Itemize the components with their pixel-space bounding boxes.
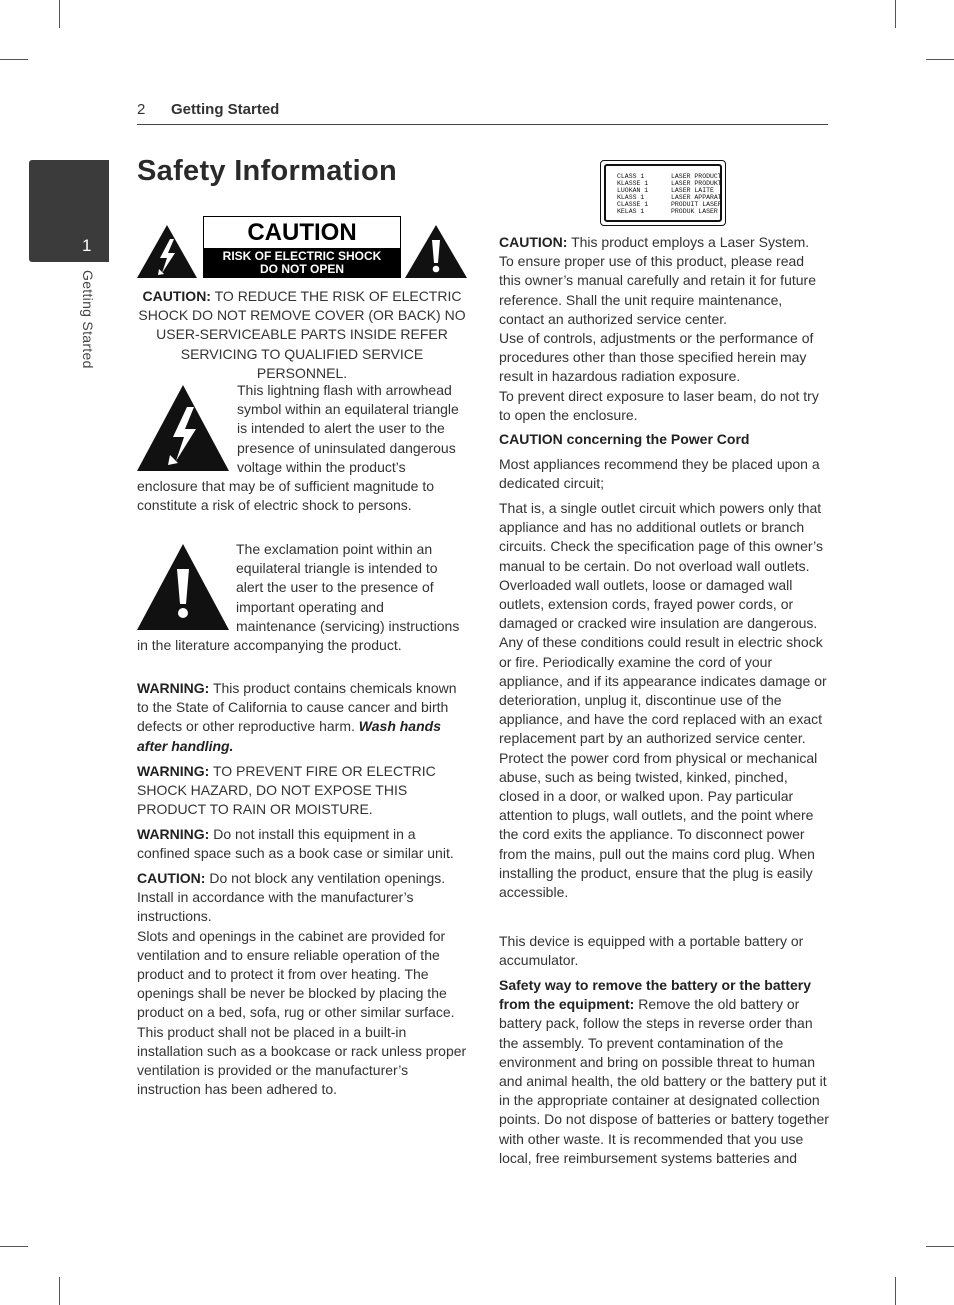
warning-fire <box>137 762 467 820</box>
caution-label-band <box>204 248 400 277</box>
laser-paragraph: To ensure proper use of this product, please read this owner’s manual carefully and retain it for future reference. Shall the unit require maintenance, contact an authorized service center. <box>499 253 816 327</box>
caution-label-line: DO NOT OPEN <box>259 262 344 276</box>
crop-mark <box>0 59 28 60</box>
chapter-number: 1 <box>82 236 92 255</box>
warning-confined-text: Do not install this equipment in a confined space such as a book case or similar unit. <box>137 826 454 862</box>
lightning-triangle-icon <box>137 385 229 471</box>
crop-mark <box>926 59 954 60</box>
laser-label-row: KELAS 1 PRODUK LASER <box>617 208 718 215</box>
crop-mark <box>59 0 60 28</box>
laser-label-row: CLASSE 1 PRODUIT LASER <box>617 201 722 208</box>
caution-label <box>203 216 401 278</box>
exclamation-triangle-icon <box>137 544 229 630</box>
caution-word: CAUTION <box>247 219 357 246</box>
wash-hands-emphasis: Wash hands after handling. <box>137 718 441 754</box>
warning-chemicals <box>137 679 467 756</box>
warning-label: WARNING: <box>137 826 210 842</box>
warning-fire-text: TO PREVENT FIRE OR ELECTRIC SHOCK HAZARD, DO NOT EXPOSE THIS PRODUCT TO RAIN OR MOISTURE. <box>137 763 436 818</box>
crop-mark <box>895 0 896 28</box>
laser-label-row: LUOKAN 1 LASER LAITE <box>617 187 714 194</box>
power-cord-para-2: That is, a single outlet circuit which powers only that appliance and has no additional outlets or branch circuits. Check the specification page of this owner’s manual to be certain. Do not overload wall outlets. Overloaded wall outlets, loose or damaged wall outlets, extension cords, frayed power cords, or damaged or cracked wire insulation are dangerous. Any of these conditions could result in electric shock or fire. Periodically examine the cord of your appliance, and if its appearance indicates damage or deterioration, unplug it, discontinue use of the appliance, and have the cord replaced with an exact replacement part by an authorized service center. Protect the power cord from physical or mechanical abuse, such as being twisted, kinked, pinched, closed in a door, or walked upon. Pay particular attention to plugs, wall outlets, and the point where the cord exits the appliance. To disconnect power from the mains, pull out the mains cord plug. When installing the product, ensure that the plug is easily accessible. <box>499 500 827 901</box>
caution-ventilation-text: Do not block any ventilation openings. Install in accordance with the manufacturer’s instructions. <box>137 870 446 925</box>
battery-intro: This device is equipped with a portable battery or accumulator. <box>499 933 804 969</box>
page-number: 2 <box>137 101 146 118</box>
exclamation-text: The exclamation point within an equilateral triangle is intended to alert the user to the presence of important operating and maintenance (servicing) instructions in the literature accompanying the product. <box>137 541 460 654</box>
lightning-explanation <box>137 381 467 515</box>
page-title: Safety Information <box>137 155 397 187</box>
battery-removal <box>499 976 829 1168</box>
crop-mark <box>0 1246 28 1247</box>
caution-shock-text: TO REDUCE THE RISK OF ELECTRIC SHOCK DO NOT REMOVE COVER (OR BACK) NO USER-SERVICEABLE PARTS INSIDE REFER SERVICING TO QUALIFIED SERVICE PERSONNEL. <box>138 288 466 381</box>
crop-mark <box>926 1246 954 1247</box>
battery-removal-text: Remove the old battery or battery pack, follow the steps in reverse order than the assembly. To prevent contamination of the environment and bring on possible threat to human and animal health, the old battery or the battery put it in the appropriate container at designated collection points. Do not dispose of batteries or battery together with other waste. It is recommended that you use local, free reimbursement systems batteries and <box>499 996 829 1166</box>
crop-mark <box>59 1277 60 1305</box>
laser-label-row: KLASS 1 LASER APPARAT <box>617 194 722 201</box>
exclamation-warning-icon <box>405 225 467 278</box>
power-cord-para-1: Most appliances recommend they be placed upon a dedicated circuit; <box>499 456 820 492</box>
chapter-label: Getting Started <box>80 270 96 369</box>
exclamation-explanation <box>137 540 467 655</box>
laser-label-row: CLASS 1 LASER PRODUCT <box>617 173 722 180</box>
power-cord-heading: CAUTION concerning the Power Cord <box>499 431 750 447</box>
warning-label: WARNING: <box>137 680 210 696</box>
laser-class-label <box>600 160 726 226</box>
crop-mark <box>895 1277 896 1305</box>
caution-shock-block <box>137 287 467 383</box>
header-divider <box>137 124 828 125</box>
laser-paragraph: Use of controls, adjustments or the performance of procedures other than those specified herein may result in hazardous radiation exposure. <box>499 330 814 385</box>
caution-laser-text: This product employs a Laser System. <box>571 234 810 250</box>
electric-shock-warning-icon <box>137 225 197 278</box>
caution-label: CAUTION: <box>137 870 206 886</box>
laser-label-row: KLASSE 1 LASER PRODUKT <box>617 180 722 187</box>
caution-ventilation <box>137 869 467 1099</box>
warning-chemicals-text: This product contains chemicals known to the State of California to cause cancer and birth defects or other reproductive harm. <box>137 680 457 735</box>
caution-laser <box>499 233 829 425</box>
battery-removal-label: Safety way to remove the battery or the battery from the equipment: <box>499 977 811 1013</box>
caution-label: CAUTION: <box>499 234 568 250</box>
caution-shock-label: CAUTION: <box>142 288 211 304</box>
warning-confined <box>137 825 467 863</box>
lightning-text: This lightning flash with arrowhead symbol within an equilateral triangle is intended to alert the user to the presence of uninsulated dangerous voltage within the product’s enclosure that may be of sufficient magnitude to constitute a risk of electric shock to persons. <box>137 382 459 514</box>
ventilation-details: Slots and openings in the cabinet are provided for ventilation and to ensure reliable operation of the product and to protect it from over heating. The openings shall be never be blocked by placing the product on a bed, sofa, rug or other similar surface. This product shall not be placed in a built-in installation such as a bookcase or rack unless proper ventilation is provided or the manufacturer’s instruction has been adhered to. <box>137 927 467 1098</box>
caution-label-line: RISK OF ELECTRIC SHOCK <box>222 249 382 263</box>
chapter-tab <box>29 160 109 262</box>
warning-label: WARNING: <box>137 763 210 779</box>
running-header: Getting Started <box>171 101 280 118</box>
laser-paragraph: To prevent direct exposure to laser beam, do not try to open the enclosure. <box>499 387 819 423</box>
